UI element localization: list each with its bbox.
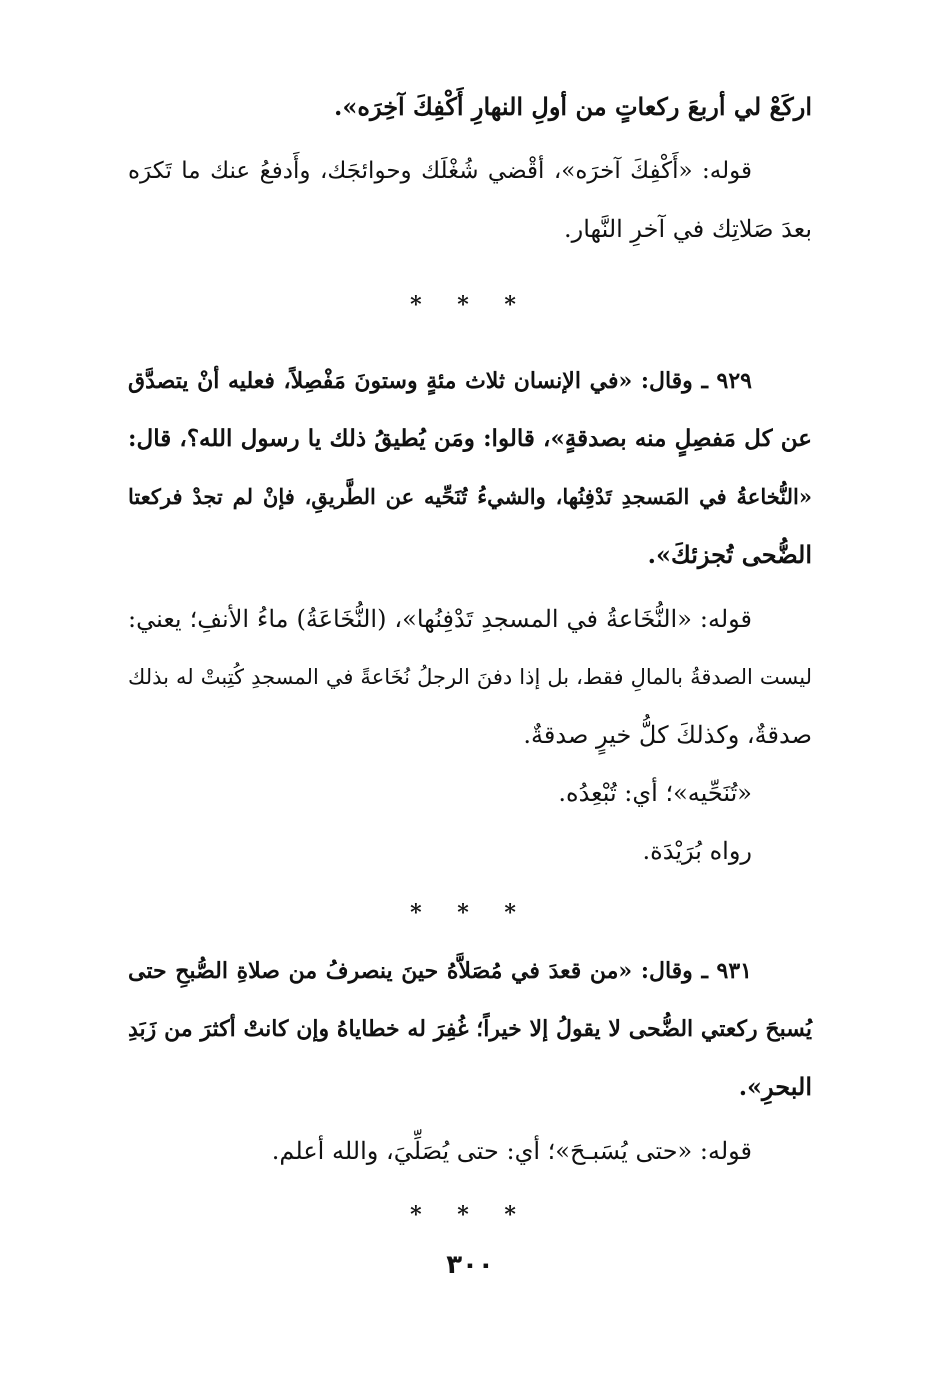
text-line: صدقةٌ، وكذلكَ كلُّ خيرٍ صدقةٌ. xyxy=(523,721,812,749)
text-line: قوله: «أَكْفِكَ آخرَه»، أقْضي شُغْلَك وحوائجَك، وأَدفعُ عنك ما تَكرَه xyxy=(128,158,752,184)
text-line: «تُنَحِّيه»؛ أي: تُبْعِدُه. xyxy=(558,779,752,807)
text-line: بعدَ صَلاتِك في آخرِ النَّهار. xyxy=(563,215,812,243)
text-line: يُسبحَ ركعتي الضُّحى لا يقولُ إلا خيراً؛ غُفِرَ له خطاياهُ وإن كانتْ أكثرَ من زَبَدِ xyxy=(128,1016,812,1042)
text-line: عن كل مَفصِلٍ منه بصدقةٍ»، قالوا: ومَن يُطيقُ ذلك يا رسول الله؟، قال: xyxy=(128,425,812,452)
text-line: ليست الصدقةُ بالمالِ فقط، بل إذا دفنَ الرجلُ نُخَاعةً في المسجدِ كُتِبتْ له بذلك xyxy=(128,665,812,689)
text-line: الضُّحى تُجزئكَ». xyxy=(647,540,812,569)
text-line: ٩٣١ ـ وقال: «من قعدَ في مُصَلاَّهُ حينَ ينصرفُ من صلاةِ الصُّبحِ حتى xyxy=(128,958,752,984)
text-line: ٩٢٩ ـ وقال: «في الإنسان ثلاث مئةٍ وستونَ مَفْصِلاً، فعليه أنْ يتصدَّق xyxy=(128,368,752,394)
text-line: قوله: «النُّخَاعةُ في المسجدِ تَدْفِنُها»، (النُّخَاعَةُ) ماءُ الأنفِ؛ يعني: xyxy=(128,605,752,633)
text-line: «النُّخاعةُ في المَسجدِ تَدْفِنُها، والشيءُ تُنَحِّيه عن الطَّريقِ، فإنْ لم تجدْ فركعتا xyxy=(128,484,812,509)
page-number: ٣٠٠ xyxy=(446,1250,494,1280)
text-line: قوله: «حتى يُسَبـحَ»؛ أي: حتى يُصَلِّيَ، والله أعلم. xyxy=(271,1137,752,1165)
section-separator: * * * xyxy=(410,1202,530,1228)
section-separator: * * * xyxy=(410,292,530,318)
text-line: رواه بُرَيْدَة. xyxy=(642,837,752,865)
text-line: اركَعْ لي أربعَ ركعاتٍ من أولِ النهارِ أَكْفِكَ آخِرَه». xyxy=(334,92,812,121)
text-line: البحرِ». xyxy=(738,1072,812,1101)
page-body xyxy=(128,78,812,1244)
section-separator: * * * xyxy=(410,900,530,926)
